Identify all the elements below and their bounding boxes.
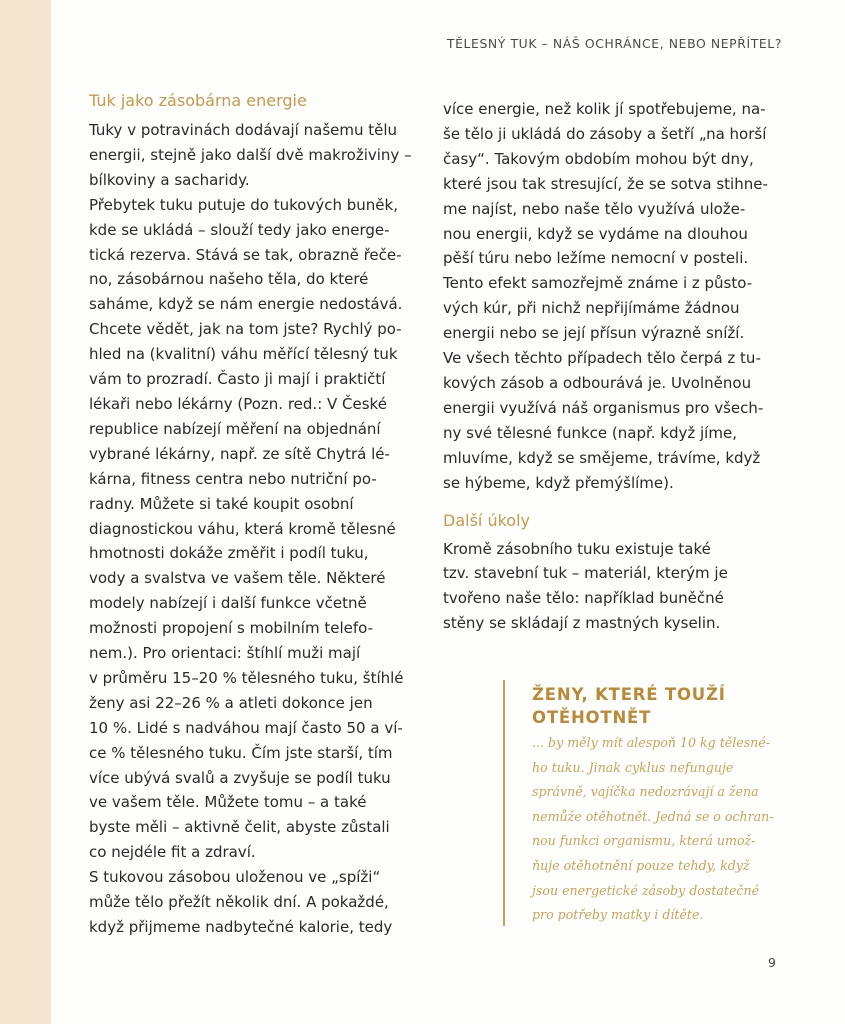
text-line: Tento efekt samozřejmě známe i z půsto- <box>443 274 753 293</box>
text-line: še tělo ji ukládá do zásoby a šetří „na horší <box>443 124 767 143</box>
page-number: 9 <box>768 955 776 970</box>
text-line: nem.). Pro orientaci: štíhlí muži mají <box>89 644 361 663</box>
text-line: Přebytek tuku putuje do tukových buněk, <box>89 195 398 214</box>
text-line: může tělo přežít několik dní. A pokaždé, <box>89 893 389 912</box>
sidebar-text-line: správně, vajíčka nedozrávají a žena <box>532 784 759 800</box>
text-line: vám to prozradí. Často ji mají i praktičtí <box>89 370 386 389</box>
section-heading-energy-storage: Tuk jako zásobárna energie <box>89 91 307 110</box>
sidebar-text-line: nou funkci organismu, která umož- <box>532 833 756 849</box>
text-line: bílkoviny a sacharidy. <box>89 170 250 189</box>
text-line: více energie, než kolik jí spotřebujeme, na- <box>443 100 766 118</box>
text-line: pěší túru nebo ležíme nemocní v posteli. <box>443 249 749 268</box>
text-line: diagnostickou váhu, která kromě tělesné <box>89 519 396 538</box>
text-line: tzv. stavební tuk – materiál, kterým je <box>443 564 728 583</box>
sidebar-text-line: ňuje otěhotnění pouze tehdy, když <box>532 857 750 873</box>
text-line: Ve všech těchto případech tělo čerpá z tu- <box>443 349 761 368</box>
text-line: vybrané lékárny, např. ze sítě Chytrá lé- <box>89 444 390 463</box>
text-line: S tukovou zásobou uloženou ve „spíži“ <box>89 868 381 887</box>
text-line: hmotnosti dokáže změřit i podíl tuku, <box>89 544 369 563</box>
text-line: me najíst, nebo naše tělo využívá ulože- <box>443 199 746 218</box>
text-line: 10 %. Lidé s nadváhou mají často 50 a ví- <box>89 718 403 737</box>
text-line: mluvíme, když se smějeme, trávíme, když <box>443 448 761 467</box>
text-line: když přijmeme nadbytečné kalorie, tedy <box>89 918 393 936</box>
text-line: stěny se skládají z mastných kyselin. <box>443 614 721 633</box>
text-line: energii nebo se její přísun výrazně sníží. <box>443 324 745 343</box>
text-line: ce % tělesného tuku. Čím jste starší, tím <box>89 743 393 762</box>
text-line: časy“. Takovým obdobím mohou být dny, <box>443 149 754 168</box>
text-line: radny. Můžete si také koupit osobní <box>89 494 354 513</box>
sidebar-text-line: nemůže otěhotnět. Jedná se o ochran- <box>532 808 774 824</box>
text-line: v průměru 15–20 % tělesného tuku, štíhlé <box>89 668 404 687</box>
text-line: hled na (kvalitní) váhu měřící tělesný tuk <box>89 345 398 364</box>
text-line: Kromě zásobního tuku existuje také <box>443 539 711 558</box>
sidebar-box <box>503 680 790 926</box>
right-column <box>443 97 788 636</box>
sidebar-title <box>532 680 790 729</box>
sidebar-title-line: OTĚHOTNĚT <box>532 708 652 727</box>
text-line: Chcete vědět, jak na tom jste? Rychlý po- <box>89 320 402 339</box>
sidebar-title-line: ŽENY, KTERÉ TOUŽÍ <box>532 685 726 704</box>
running-head: TĚLESNÝ TUK – NÁŠ OCHRÁNCE, NEBO NEPŘÍTEL? <box>446 36 782 51</box>
text-line: modely nabízejí i další funkce včetně <box>89 594 367 613</box>
section-heading-other-tasks: Další úkoly <box>443 510 530 530</box>
right-column-body-2 <box>443 537 788 637</box>
text-line: republice nabízejí měření na objednání <box>89 419 381 438</box>
left-column-body <box>89 118 429 940</box>
text-line: Tuky v potravinách dodávají našemu tělu <box>89 121 398 139</box>
sidebar-text-line: ... by měly mít alespoň 10 kg tělesné- <box>532 735 770 750</box>
text-line: lékaři nebo lékárny (Pozn. red.: V České <box>89 394 387 413</box>
text-line: ve vašem těle. Můžete tomu – a také <box>89 793 367 812</box>
text-line: saháme, když se nám energie nedostává. <box>89 295 403 314</box>
text-line: se hýbeme, když přemýšlíme). <box>443 473 674 492</box>
text-line: kárna, fitness centra nebo nutriční po- <box>89 469 377 488</box>
text-line: ženy asi 22–26 % a atleti dokonce jen <box>89 693 373 712</box>
sidebar-text-line: jsou energetické zásoby dostatečné <box>532 882 760 898</box>
text-line: které jsou tak stresující, že se sotva stihne- <box>443 174 768 193</box>
text-line: více ubývá svalů a zvyšuje se podíl tuku <box>89 768 391 787</box>
text-line: ny své tělesné funkce (např. když jíme, <box>443 423 737 442</box>
text-line: co nejdéle fit a zdraví. <box>89 843 256 862</box>
text-line: nou energii, když se vydáme na dlouhou <box>443 224 748 243</box>
sidebar-body <box>532 731 790 928</box>
text-line: vody a svalstva ve vašem těle. Některé <box>89 569 386 588</box>
text-line: tická rezerva. Stává se tak, obrazně řeče- <box>89 245 402 264</box>
text-line: možnosti propojení s mobilním telefo- <box>89 619 373 638</box>
text-line: vých kúr, při nichž nepřijímáme žádnou <box>443 299 740 318</box>
text-line: energii využívá náš organismus pro všech- <box>443 398 764 417</box>
text-line: tvořeno naše tělo: například buněčné <box>443 589 724 608</box>
sidebar-text-line: pro potřeby matky i dítěte. <box>532 907 704 923</box>
left-margin-band <box>0 0 51 1024</box>
text-line: byste měli – aktivně čelit, abyste zůstali <box>89 818 390 837</box>
text-line: no, zásobárnou našeho těla, do které <box>89 270 369 289</box>
text-line: kových zásob a odbourává je. Uvolněnou <box>443 373 752 392</box>
left-column <box>89 88 429 940</box>
sidebar-text-line: ho tuku. Jinak cyklus nefunguje <box>532 759 734 775</box>
text-line: kde se ukládá – slouží tedy jako energe- <box>89 220 390 239</box>
right-column-body <box>443 97 788 496</box>
text-line: energii, stejně jako další dvě makroživiny – <box>89 145 412 164</box>
